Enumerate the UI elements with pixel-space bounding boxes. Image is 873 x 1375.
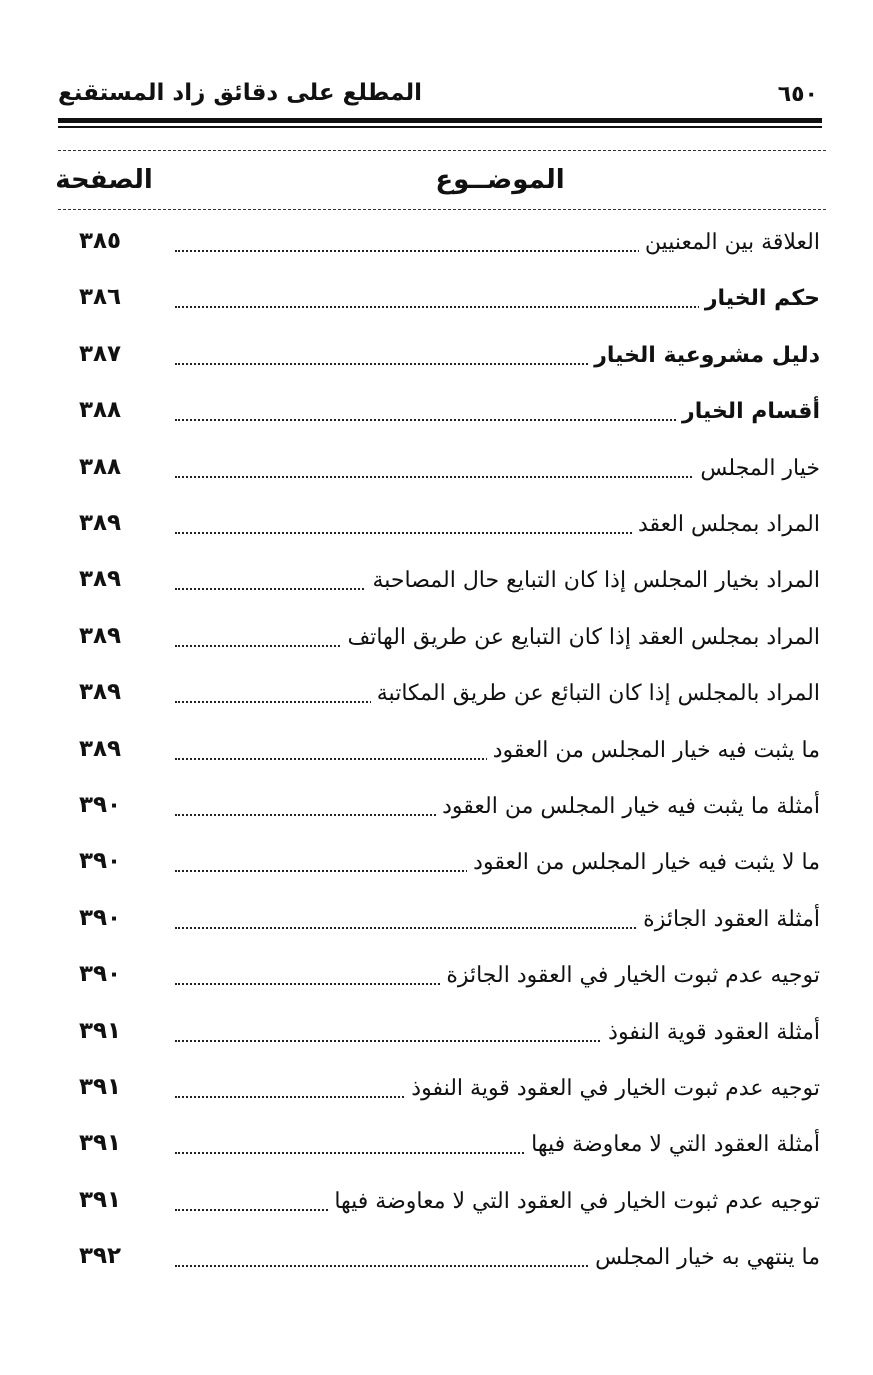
toc-entry <box>60 1128 820 1168</box>
toc-entry-title: توجيه عدم ثبوت الخيار في العقود قوية النفوذ <box>405 1076 820 1101</box>
toc-entry <box>60 339 820 379</box>
book-title: المطلع على دقائق زاد المستقنع <box>58 80 423 106</box>
toc-entry <box>60 959 820 999</box>
toc-entry-title: ما لا يثبت فيه خيار المجلس من العقود <box>467 850 820 875</box>
header-rule-thick <box>58 118 822 123</box>
toc-entry-page: ٣٨٩ <box>78 735 122 762</box>
header-rule-thin <box>58 126 822 128</box>
toc-entry <box>60 1072 820 1112</box>
toc-entry-page: ٣٨٥ <box>78 228 122 254</box>
toc-entry-page: ٣٨٩ <box>78 566 122 593</box>
toc-entry-title: أقسام الخيار <box>676 399 820 424</box>
toc-entry-title: خيار المجلس <box>694 456 820 481</box>
toc-entry-title: المراد بخيار المجلس إذا كان التبايع حال المصاحبة <box>366 568 820 593</box>
toc-entry-page: ٣٨٧ <box>78 340 122 367</box>
toc-entry-page: ٣٩٠ <box>78 904 122 931</box>
toc-entry <box>60 1185 820 1225</box>
running-header <box>58 78 820 118</box>
toc-entry <box>60 395 820 435</box>
toc-entry-page: ٣٩٠ <box>78 792 122 818</box>
page-number: ٦٥٠ <box>777 82 818 107</box>
toc-entry-page: ٣٨٨ <box>78 453 122 480</box>
table-header-top-divider <box>58 150 826 151</box>
toc-entry <box>60 846 820 886</box>
toc-entry-page: ٣٩١ <box>78 1074 122 1100</box>
toc-entry-title: توجيه عدم ثبوت الخيار في العقود الجائزة <box>440 963 820 988</box>
toc-entry <box>60 734 820 774</box>
toc-entry-title: توجيه عدم ثبوت الخيار في العقود التي لا معاوضة فيها <box>328 1189 820 1214</box>
toc-entry-title: ما يثبت فيه خيار المجلس من العقود <box>487 738 820 763</box>
toc-entry-title: أمثلة العقود الجائزة <box>637 907 820 932</box>
toc-entry <box>60 621 820 661</box>
toc-entry-title: حكم الخيار <box>699 286 820 311</box>
toc-entry-page: ٣٩١ <box>78 1130 122 1157</box>
toc-entry-page: ٣٩٢ <box>78 1243 122 1270</box>
toc-entry-page: ٣٨٩ <box>78 510 122 536</box>
toc-entry-title: المراد بالمجلس إذا كان التبائع عن طريق المكاتبة <box>371 681 820 706</box>
toc-entry-title: المراد بمجلس العقد إذا كان التبايع عن طريق الهاتف <box>341 625 820 650</box>
toc-entry-title: أمثلة ما يثبت فيه خيار المجلس من العقود <box>436 794 820 819</box>
toc-entry-page: ٣٩١ <box>78 1186 122 1213</box>
toc-entry <box>60 1016 820 1056</box>
toc-entry-title: أمثلة العقود التي لا معاوضة فيها <box>525 1132 820 1157</box>
toc-entry-page: ٣٩١ <box>78 1017 122 1044</box>
toc-entry-page: ٣٩٠ <box>78 961 122 988</box>
toc-entry <box>60 226 820 266</box>
toc-entry <box>60 564 820 604</box>
toc-entry <box>60 903 820 943</box>
toc-entry-page: ٣٨٩ <box>78 679 122 706</box>
column-header-topic: الموضــوع <box>435 165 565 195</box>
toc-entry-page: ٣٨٩ <box>78 622 122 649</box>
toc-entry-title: دليل مشروعية الخيار <box>588 343 820 368</box>
toc-entry <box>60 1241 820 1281</box>
toc-entry-title: أمثلة العقود قوية النفوذ <box>602 1020 820 1045</box>
toc-entry <box>60 508 820 548</box>
toc-entry-title: العلاقة بين المعنيين <box>639 230 820 255</box>
toc-entry-page: ٣٨٦ <box>78 284 122 311</box>
toc-entry <box>60 282 820 322</box>
toc-entry <box>60 677 820 717</box>
table-header-bottom-divider <box>58 209 826 210</box>
column-header-page: الصفحة <box>55 165 153 195</box>
toc-entry <box>60 790 820 830</box>
toc-entry-title: ما ينتهي به خيار المجلس <box>589 1245 820 1270</box>
toc-entry <box>60 452 820 492</box>
toc-entry-page: ٣٨٨ <box>78 397 122 424</box>
toc-entry-page: ٣٩٠ <box>78 848 122 875</box>
toc-entry-title: المراد بمجلس العقد <box>632 512 820 537</box>
